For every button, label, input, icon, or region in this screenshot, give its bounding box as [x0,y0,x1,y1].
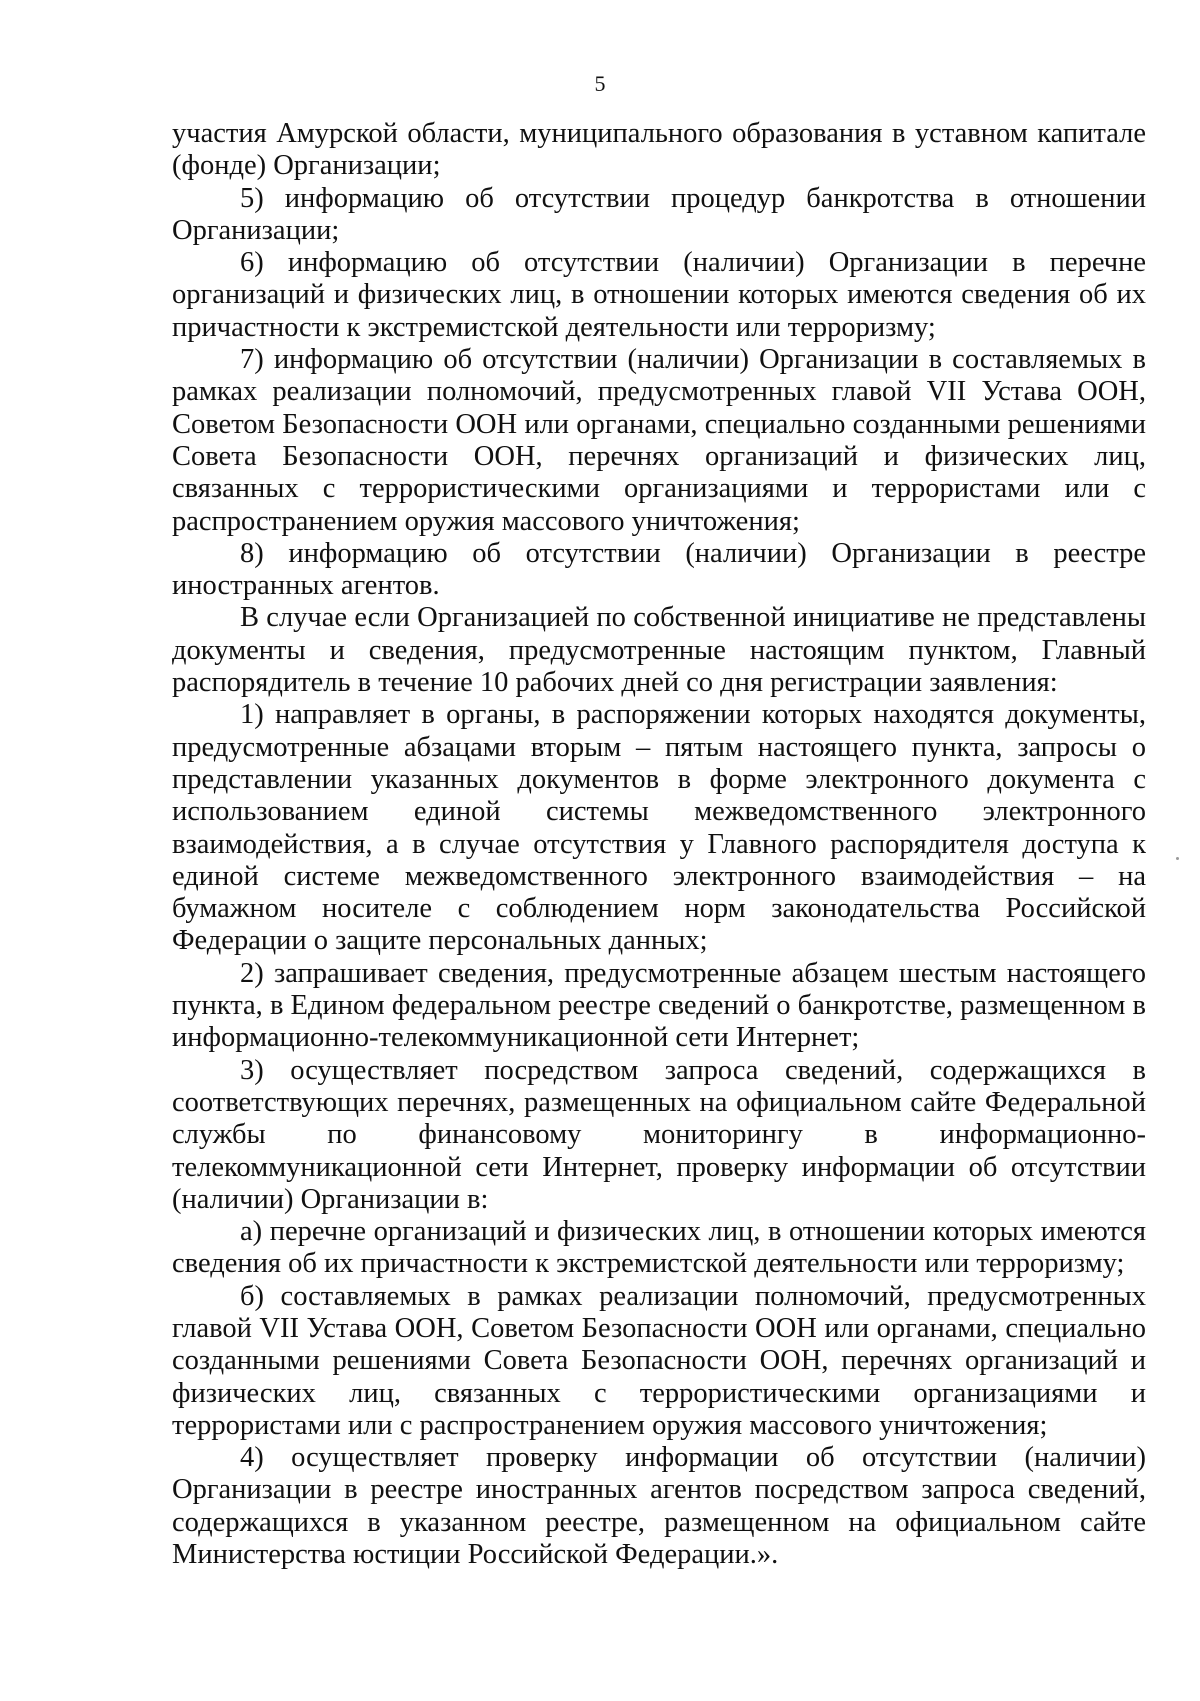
paragraph-intro: В случае если Организацией по собственной инициативе не представлены документы и сведения, предусмотренные настоящим пунктом, Главный распорядитель в течение 10 рабочих дней со дня регистрации заявления: [172,602,1146,699]
paragraph-item-5: 5) информацию об отсутствии процедур банкротства в отношении Организации; [172,182,1146,246]
paragraph-continuation: участия Амурской области, муниципального образования в уставном капитале (фонде) Организации; [172,118,1146,182]
scan-speck [1176,857,1179,860]
paragraph-step-3: 3) осуществляет посредством запроса сведений, содержащихся в соответствующих перечнях, размещенных на официальном сайте Федеральной службы по финансовому мониторингу в информационно-телекоммуникационной сети Интернет, проверку информации об отсутствии (наличии) Организации в: [172,1054,1146,1215]
paragraph-step-1: 1) направляет в органы, в распоряжении которых находятся документы, предусмотренные абзацами вторым – пятым настоящего пункта, запросы о представлении указанных документов в форме электронного документа с использованием единой системы межведомственного электронного взаимодействия, а в случае отсутствия у Главного распорядителя доступа к единой системе межведомственного электронного взаимодействия – на бумажном носителе с соблюдением норм законодательства Российской Федерации о защите персональных данных; [172,699,1146,957]
paragraph-step-4: 4) осуществляет проверку информации об отсутствии (наличии) Организации в реестре иностранных агентов посредством запроса сведений, содержащихся в указанном реестре, размещенном на официальном сайте Министерства юстиции Российской Федерации.». [172,1442,1146,1571]
page-number: 5 [594,71,606,96]
paragraph-item-6: 6) информацию об отсутствии (наличии) Организации в перечне организаций и физических лиц, в отношении которых имеются сведения об их причастности к экстремистской деятельности или терроризму; [172,247,1146,343]
paragraph-step-2: 2) запрашивает сведения, предусмотренные абзацем шестым настоящего пункта, в Едином федеральном реестре сведений о банкротстве, размещенном в информационно-телекоммуникационной сети Интернет; [172,957,1146,1054]
document-body [172,118,1146,1571]
paragraph-subitem-b: б) составляемых в рамках реализации полномочий, предусмотренных главой VII Устава ООН, Советом Безопасности ООН или органами, специально созданными решениями Совета Безопасности ООН, перечнях организаций и физических лиц, связанных с террористическими организациями и террористами или с распространением оружия массового уничтожения; [172,1280,1146,1441]
paragraph-item-8: 8) информацию об отсутствии (наличии) Организации в реестре иностранных агентов. [172,537,1146,602]
paragraph-subitem-a: а) перечне организаций и физических лиц, в отношении которых имеются сведения об их причастности к экстремистской деятельности или терроризму; [172,1216,1146,1280]
paragraph-item-7: 7) информацию об отсутствии (наличии) Организации в составляемых в рамках реализации полномочий, предусмотренных главой VII Устава ООН, Советом Безопасности ООН или органами, специально созданными решениями Совета Безопасности ООН, перечнях организаций и физических лиц, связанных с террористическими организациями и террористами или с распространением оружия массового уничтожения; [172,344,1146,537]
